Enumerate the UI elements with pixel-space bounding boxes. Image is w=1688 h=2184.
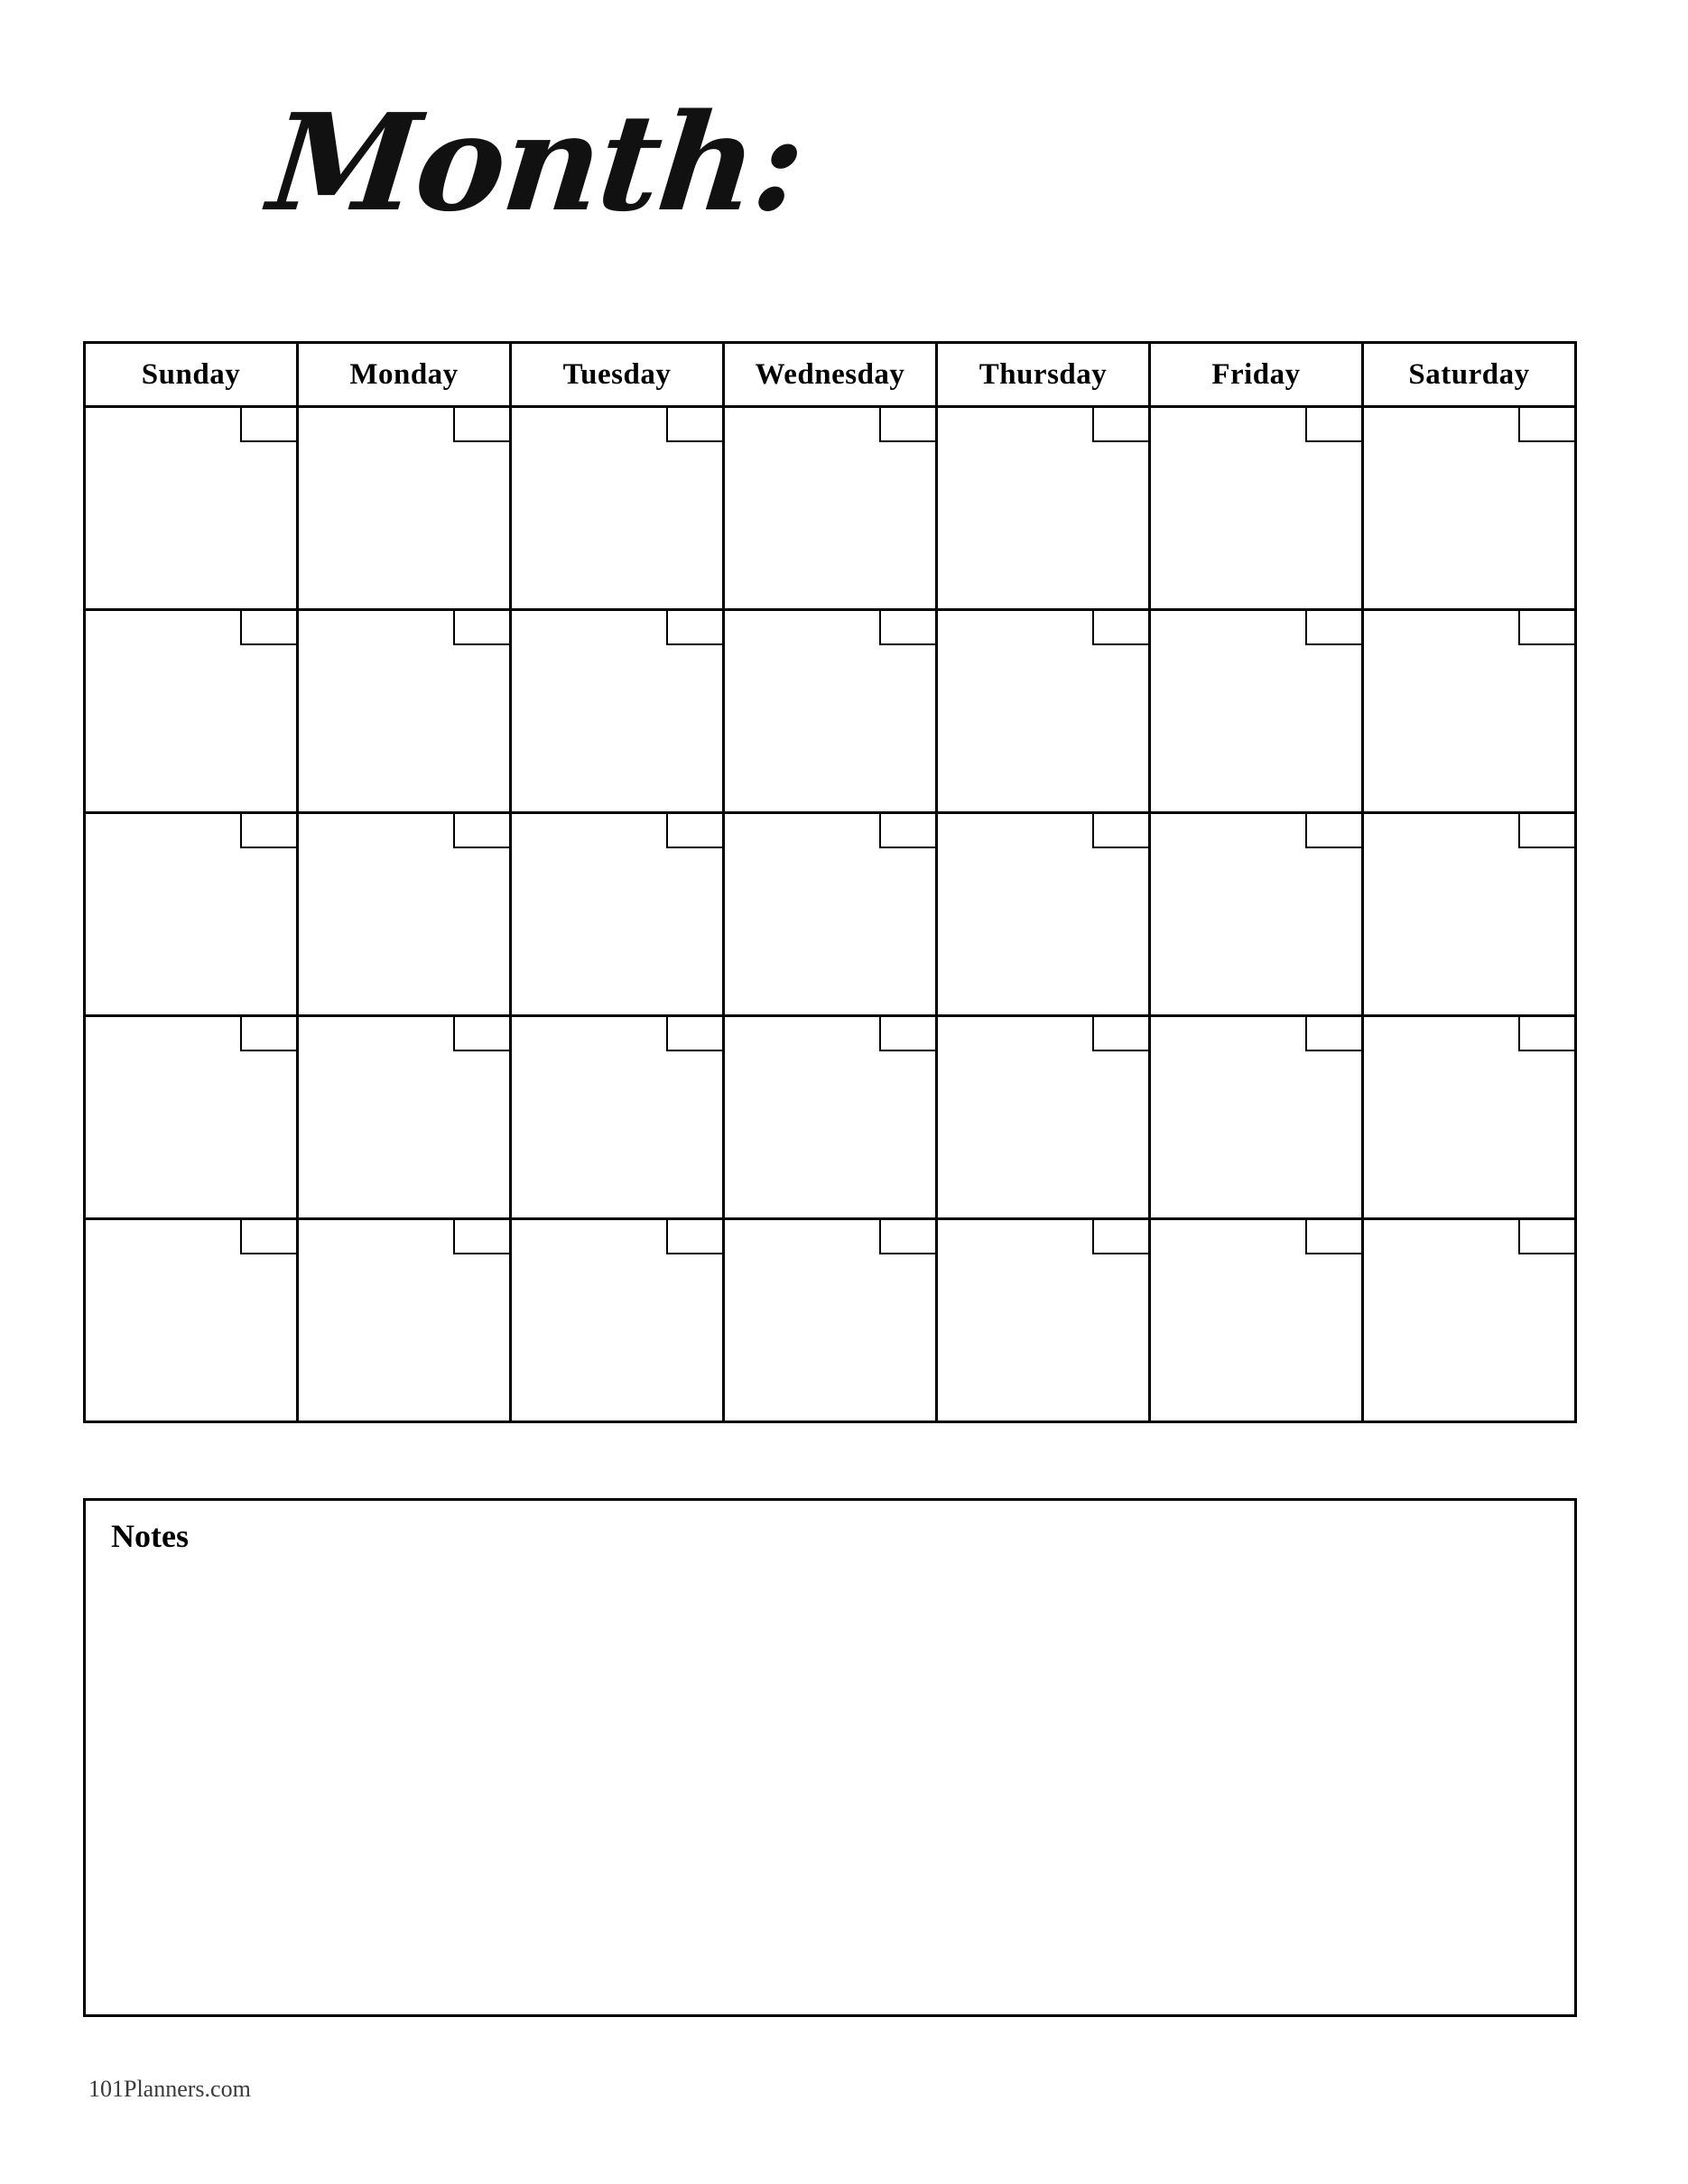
calendar-day-cell[interactable] <box>938 408 1151 608</box>
date-number-box[interactable] <box>1518 408 1574 442</box>
calendar-day-cell[interactable] <box>1364 408 1574 608</box>
calendar-day-cell[interactable] <box>725 1017 938 1217</box>
date-number-box[interactable] <box>1092 408 1148 442</box>
calendar-week-row <box>86 814 1574 1017</box>
date-number-box[interactable] <box>240 814 296 848</box>
date-number-box[interactable] <box>453 611 509 645</box>
calendar-week-row <box>86 611 1574 814</box>
date-number-box[interactable] <box>1305 611 1361 645</box>
date-number-box[interactable] <box>1305 1220 1361 1254</box>
calendar-day-cell[interactable] <box>1151 408 1364 608</box>
weekday-header-tuesday: Tuesday <box>512 344 725 405</box>
date-number-box[interactable] <box>1305 408 1361 442</box>
calendar-day-cell[interactable] <box>725 611 938 811</box>
date-number-box[interactable] <box>879 408 935 442</box>
date-number-box[interactable] <box>1092 814 1148 848</box>
calendar-day-cell[interactable] <box>938 611 1151 811</box>
weekday-header-monday: Monday <box>299 344 512 405</box>
calendar-weekday-header-row <box>86 344 1574 408</box>
date-number-box[interactable] <box>879 611 935 645</box>
calendar-day-cell[interactable] <box>86 1017 299 1217</box>
date-number-box[interactable] <box>453 408 509 442</box>
page-title <box>262 72 957 253</box>
calendar-week-row <box>86 1017 1574 1220</box>
calendar-day-cell[interactable] <box>1151 1017 1364 1217</box>
date-number-box[interactable] <box>1518 611 1574 645</box>
date-number-box[interactable] <box>666 1220 722 1254</box>
date-number-box[interactable] <box>1518 1220 1574 1254</box>
calendar-day-cell[interactable] <box>512 408 725 608</box>
calendar-day-cell[interactable] <box>512 1017 725 1217</box>
calendar-day-cell[interactable] <box>725 1220 938 1421</box>
date-number-box[interactable] <box>1305 814 1361 848</box>
calendar-day-cell[interactable] <box>938 1220 1151 1421</box>
date-number-box[interactable] <box>666 408 722 442</box>
calendar-day-cell[interactable] <box>1364 611 1574 811</box>
calendar-day-cell[interactable] <box>725 408 938 608</box>
weekday-header-thursday: Thursday <box>938 344 1151 405</box>
calendar-day-cell[interactable] <box>299 611 512 811</box>
weekday-header-saturday: Saturday <box>1408 357 1530 391</box>
date-number-box[interactable] <box>879 1017 935 1051</box>
page-title-text: Month: <box>262 84 811 241</box>
date-number-box[interactable] <box>1092 1017 1148 1051</box>
date-number-box[interactable] <box>1305 1017 1361 1051</box>
footer-credit: 101Planners.com <box>88 2076 251 2102</box>
calendar-day-cell[interactable] <box>299 1017 512 1217</box>
calendar-day-cell[interactable] <box>1364 814 1574 1014</box>
calendar-day-cell[interactable] <box>938 1017 1151 1217</box>
date-number-box[interactable] <box>240 1220 296 1254</box>
calendar-day-cell[interactable] <box>1364 1220 1574 1421</box>
date-number-box[interactable] <box>240 611 296 645</box>
date-number-box[interactable] <box>1518 814 1574 848</box>
date-number-box[interactable] <box>453 1017 509 1051</box>
calendar-day-cell[interactable] <box>725 814 938 1014</box>
calendar-day-cell[interactable] <box>1151 611 1364 811</box>
date-number-box[interactable] <box>1092 611 1148 645</box>
calendar-week-row <box>86 408 1574 611</box>
date-number-box[interactable] <box>666 611 722 645</box>
calendar-day-cell[interactable] <box>512 1220 725 1421</box>
date-number-box[interactable] <box>879 814 935 848</box>
date-number-box[interactable] <box>240 1017 296 1051</box>
notes-section[interactable] <box>83 1498 1577 2017</box>
date-number-box[interactable] <box>453 814 509 848</box>
calendar-day-cell[interactable] <box>299 408 512 608</box>
date-number-box[interactable] <box>240 408 296 442</box>
calendar-day-cell[interactable] <box>299 1220 512 1421</box>
weekday-header-wednesday: Wednesday <box>725 344 938 405</box>
calendar-day-cell[interactable] <box>299 814 512 1014</box>
calendar-day-cell[interactable] <box>86 814 299 1014</box>
weekday-header-sunday: Sunday <box>86 344 299 405</box>
calendar-day-cell[interactable] <box>512 611 725 811</box>
date-number-box[interactable] <box>879 1220 935 1254</box>
monthly-calendar-grid <box>83 341 1577 1423</box>
date-number-box[interactable] <box>1518 1017 1574 1051</box>
calendar-day-cell[interactable] <box>512 814 725 1014</box>
calendar-day-cell[interactable] <box>1151 814 1364 1014</box>
notes-label: Notes <box>111 1518 189 1554</box>
date-number-box[interactable] <box>666 814 722 848</box>
weekday-header-friday: Friday <box>1151 344 1364 405</box>
calendar-day-cell[interactable] <box>86 408 299 608</box>
calendar-day-cell[interactable] <box>86 1220 299 1421</box>
calendar-day-cell[interactable] <box>1364 1017 1574 1217</box>
calendar-day-cell[interactable] <box>938 814 1151 1014</box>
date-number-box[interactable] <box>666 1017 722 1051</box>
date-number-box[interactable] <box>1092 1220 1148 1254</box>
calendar-day-cell[interactable] <box>86 611 299 811</box>
calendar-day-cell[interactable] <box>1151 1220 1364 1421</box>
calendar-week-row <box>86 1220 1574 1421</box>
date-number-box[interactable] <box>453 1220 509 1254</box>
